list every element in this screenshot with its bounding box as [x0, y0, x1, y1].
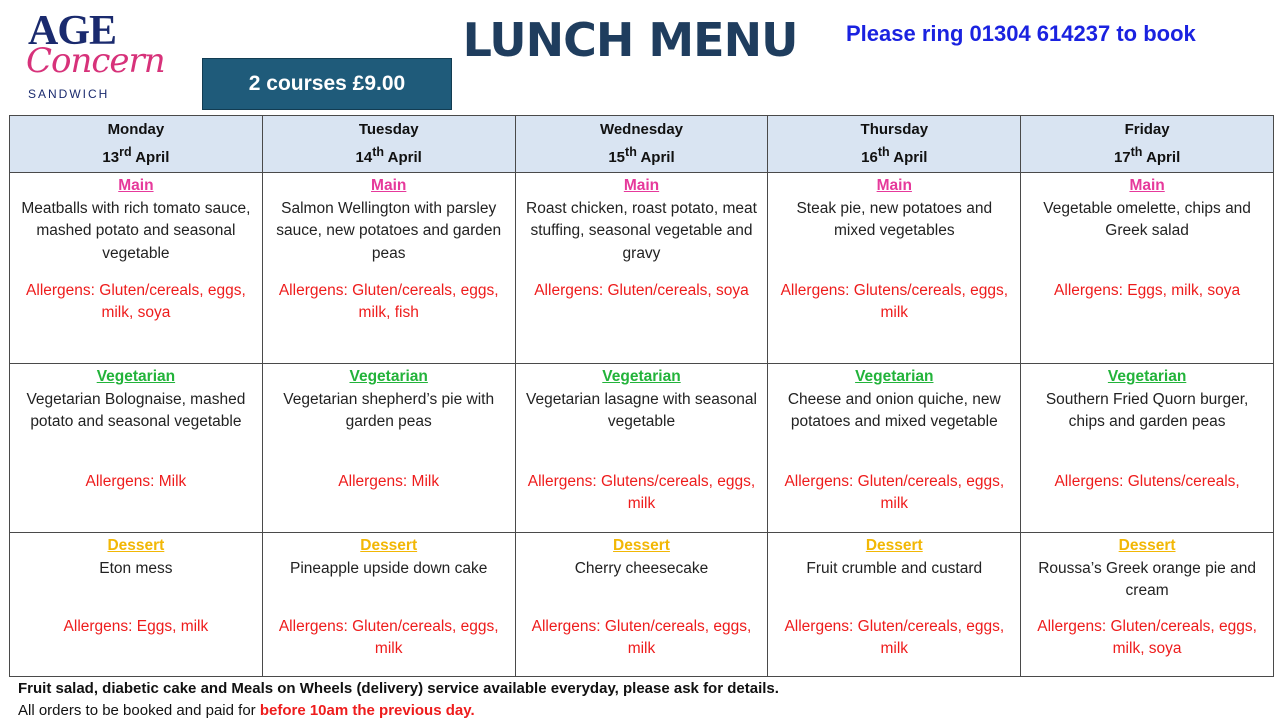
- main-cell-tuesday: [262, 173, 515, 364]
- dessert-cell-tuesday: [262, 533, 515, 677]
- dessert-row: [10, 533, 1274, 677]
- dessert-cell-thursday: [768, 533, 1021, 677]
- vegetarian-dish: Cheese and onion quiche, new potatoes and mixed vegetable: [787, 390, 1001, 430]
- main-allergens: Allergens: Gluten/cereals, eggs, milk, fish: [278, 281, 499, 321]
- dessert-label: Dessert: [107, 537, 165, 554]
- vegetarian-allergens: Allergens: Glutens/cereals,: [1054, 472, 1240, 490]
- day-name: Monday: [107, 121, 165, 138]
- logo-sandwich-text: SANDWICH: [28, 87, 110, 101]
- main-dish: Meatballs with rich tomato sauce, mashed potato and seasonal vegetable: [21, 199, 251, 262]
- main-course-row: [10, 173, 1274, 364]
- day-header-thursday: [768, 116, 1021, 173]
- main-label: Main: [876, 177, 912, 194]
- main-allergens: Allergens: Glutens/cereals, eggs, milk: [780, 281, 1009, 321]
- day-name: Tuesday: [358, 121, 419, 138]
- vegetarian-dish: Vegetarian shepherd’s pie with garden peas: [283, 390, 495, 430]
- vegetarian-dish: Southern Fried Quorn burger, chips and garden peas: [1045, 390, 1249, 430]
- vegetarian-label: Vegetarian: [855, 368, 934, 385]
- dessert-allergens: Allergens: Gluten/cereals, eggs, milk: [784, 617, 1005, 657]
- main-allergens: Allergens: Gluten/cereals, eggs, milk, soya: [26, 281, 246, 321]
- dessert-allergens: Allergens: Gluten/cereals, eggs, milk: [278, 617, 499, 657]
- vegetarian-dish: Vegetarian Bolognaise, mashed potato and seasonal vegetable: [26, 390, 246, 430]
- main-cell-wednesday: [515, 173, 768, 364]
- day-date: 14th April: [355, 145, 422, 166]
- logo-age-text: AGE: [28, 8, 117, 54]
- dessert-dish: Fruit crumble and custard: [806, 559, 983, 577]
- dessert-cell-wednesday: [515, 533, 768, 677]
- dessert-label: Dessert: [865, 537, 923, 554]
- main-label: Main: [623, 177, 660, 194]
- main-allergens: Allergens: Eggs, milk, soya: [1054, 281, 1241, 299]
- main-dish: Roast chicken, roast potato, meat stuffing, seasonal vegetable and gravy: [526, 199, 757, 262]
- vegetarian-allergens: Allergens: Milk: [85, 472, 187, 490]
- main-label: Main: [1129, 177, 1165, 194]
- vegetarian-allergens: Allergens: Milk: [338, 472, 440, 490]
- dessert-allergens: Allergens: Gluten/cereals, eggs, milk: [531, 617, 752, 657]
- vegetarian-label: Vegetarian: [96, 368, 176, 385]
- veg-cell-monday: [10, 364, 263, 533]
- booking-phone-text: Please ring 01304 614237 to book: [846, 21, 1196, 46]
- page-title: LUNCH MENU: [462, 13, 798, 67]
- vegetarian-label: Vegetarian: [602, 368, 681, 385]
- day-header-wednesday: [515, 116, 768, 173]
- day-name: Wednesday: [599, 121, 684, 138]
- main-dish: Salmon Wellington with parsley sauce, new potatoes and garden peas: [276, 199, 502, 262]
- vegetarian-label: Vegetarian: [1107, 368, 1187, 385]
- main-label: Main: [371, 177, 407, 194]
- main-cell-friday: [1021, 173, 1274, 364]
- day-date: 17th April: [1113, 145, 1181, 166]
- footer-booking-deadline: before 10am the previous day.: [259, 702, 475, 719]
- vegetarian-allergens: Allergens: Glutens/cereals, eggs, milk: [527, 472, 756, 512]
- footer-services-note: Fruit salad, diabetic cake and Meals on Wheels (delivery) service available everyday, please ask for details.: [18, 680, 779, 697]
- vegetarian-row: [10, 364, 1274, 533]
- main-label: Main: [118, 177, 154, 194]
- day-date: 13rd April: [102, 145, 170, 166]
- vegetarian-allergens: Allergens: Gluten/cereals, eggs, milk: [784, 472, 1005, 512]
- dessert-dish: Roussa’s Greek orange pie and cream: [1038, 559, 1256, 599]
- main-dish: Steak pie, new potatoes and mixed vegetables: [796, 199, 993, 239]
- vegetarian-dish: Vegetarian lasagne with seasonal vegetable: [526, 390, 757, 430]
- age-concern-logo: [26, 8, 165, 102]
- day-header-tuesday: [262, 116, 515, 173]
- price-box: 2 courses £9.00: [202, 58, 452, 110]
- logo-concern-text: Concern: [26, 41, 165, 81]
- day-date: 16th April: [861, 145, 928, 166]
- day-header-row: [10, 116, 1274, 173]
- veg-cell-wednesday: [515, 364, 768, 533]
- dessert-dish: Cherry cheesecake: [574, 559, 709, 577]
- veg-cell-friday: [1021, 364, 1274, 533]
- dessert-allergens: Allergens: Gluten/cereals, eggs, milk, soya: [1037, 617, 1257, 657]
- dessert-allergens: Allergens: Eggs, milk: [63, 617, 209, 635]
- vegetarian-label: Vegetarian: [349, 368, 428, 385]
- main-cell-thursday: [768, 173, 1021, 364]
- day-date: 15th April: [608, 145, 675, 166]
- day-header-friday: [1021, 116, 1274, 173]
- dessert-cell-monday: [10, 533, 263, 677]
- footer-booking-note: [18, 701, 475, 721]
- dessert-dish: Pineapple upside down cake: [290, 559, 488, 577]
- dessert-cell-friday: [1021, 533, 1274, 677]
- veg-cell-thursday: [768, 364, 1021, 533]
- day-header-monday: [10, 116, 263, 173]
- dessert-dish: Eton mess: [99, 559, 173, 577]
- main-allergens: Allergens: Gluten/cereals, soya: [534, 281, 749, 299]
- main-cell-monday: [10, 173, 263, 364]
- menu-table: [9, 115, 1274, 677]
- main-dish: Vegetable omelette, chips and Greek salad: [1043, 199, 1251, 239]
- day-name: Thursday: [860, 121, 929, 138]
- dessert-label: Dessert: [1118, 537, 1176, 554]
- veg-cell-tuesday: [262, 364, 515, 533]
- dessert-label: Dessert: [360, 537, 418, 554]
- dessert-label: Dessert: [613, 537, 670, 554]
- footer-booking-prefix: All orders to be booked and paid for: [18, 702, 260, 719]
- day-name: Friday: [1124, 121, 1170, 138]
